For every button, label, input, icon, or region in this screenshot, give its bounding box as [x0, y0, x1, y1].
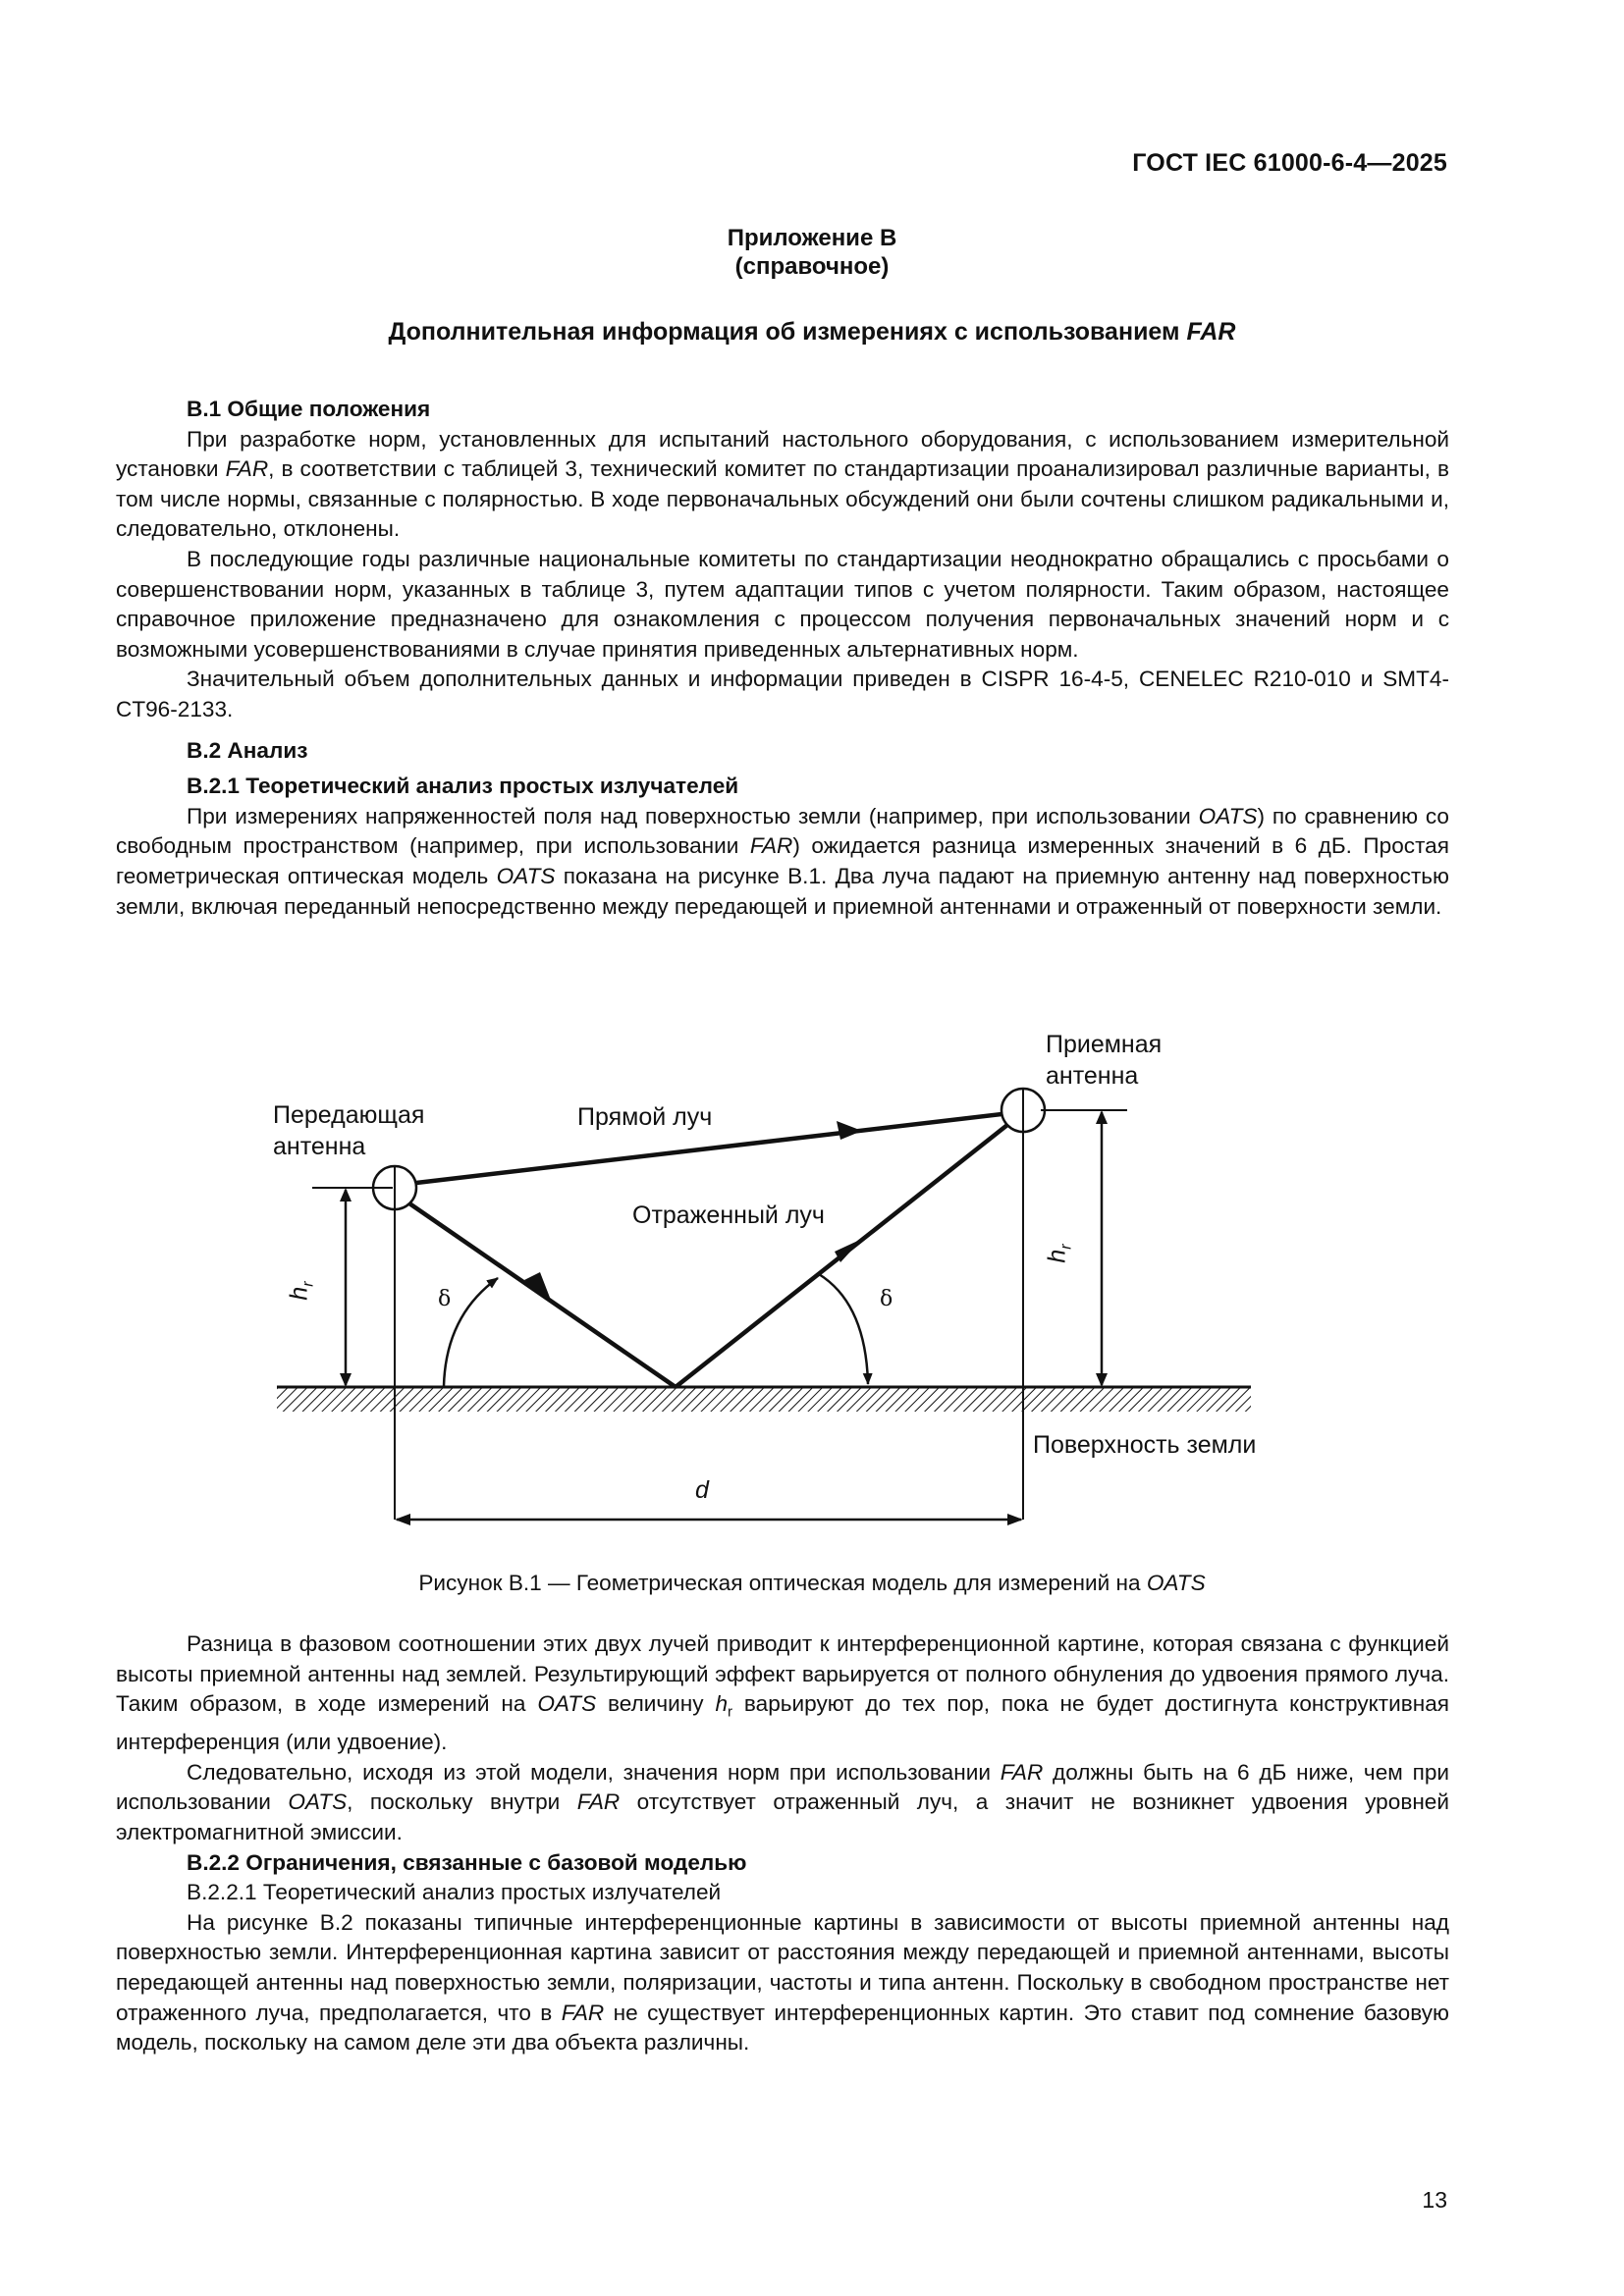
reflected-ray-label: Отраженный луч — [632, 1201, 825, 1229]
text-run: Следовательно, исходя из этой модели, значения норм при использовании — [187, 1759, 1001, 1785]
hr-right-label — [1042, 1244, 1083, 1262]
tx-label-line1: Передающая — [273, 1101, 425, 1129]
text-run-italic: OATS — [496, 863, 556, 888]
angle-arc-left — [444, 1278, 498, 1386]
hr-main: h — [1043, 1249, 1071, 1263]
section-b221-heading: В.2.2.1 Теоретический анализ простых излучателей — [187, 1880, 722, 1905]
hr-sub: r — [1057, 1244, 1075, 1250]
appendix-heading — [0, 224, 1624, 281]
text-run: При измерениях напряженностей поля над поверхностью земли (например, при использовании — [187, 803, 1199, 828]
text-run: должны быть на 6 дБ ниже, чем при использовании — [116, 1759, 1449, 1815]
receive-antenna-label — [1046, 1029, 1162, 1092]
appendix-title: Приложение В — [727, 225, 897, 251]
paragraph — [116, 1908, 1449, 2058]
paragraph — [116, 1629, 1449, 1758]
text-run: , поскольку внутри — [347, 1789, 577, 1815]
text-run: , в соответствии с таблицей 3, технический комитет по стандартизации проанализировал различные варианты, в том числе нормы, связанные с полярностью. В ходе первоначальных обсуждений они были сочтены слишком радикальными и, следовательно, отклонены. — [116, 456, 1449, 542]
paragraph — [116, 1758, 1449, 1848]
text-run-sub: r — [728, 1703, 733, 1721]
hr-sub: r — [299, 1281, 317, 1287]
hr-main: h — [285, 1286, 313, 1301]
section-b22-heading: В.2.2 Ограничения, связанные с базовой моделью — [187, 1849, 747, 1875]
text-run: Разница в фазовом соотношении этих двух лучей приводит к интерференционной картине, которая связана с функцией высоты приемной антенны над землей. Результирующий эффект варьируется от полного обнуления до удвоения прямого луча. Таким образом, в ходе измерений на — [116, 1631, 1449, 1717]
page-number: 13 — [1422, 2187, 1447, 2213]
rx-label-line2: антенна — [1046, 1062, 1139, 1090]
appendix-kind: (справочное) — [734, 253, 890, 280]
text-run-italic: FAR — [225, 456, 269, 482]
text-run: показана на рисунке В.1. Два луча падают на приемную антенну над поверхностью земли, включая переданный непосредственно между передающей и приемной антеннами и отраженный от поверхности земли. — [116, 863, 1450, 919]
section-b2-heading: В.2 Анализ — [187, 737, 308, 763]
paragraph — [116, 425, 1449, 545]
d-label: d — [695, 1476, 709, 1504]
text-run: варьируют до тех пор, пока не будет достигнута конструктивная интерференция (или удвоение). — [116, 1691, 1449, 1755]
text-run-italic: FAR — [1000, 1759, 1044, 1785]
text-run: не существует интерференционных картин. Это ставит под сомнение базовую модель, поскольку на самом деле эти два объекта различны. — [116, 2000, 1449, 2056]
angle-arc-right — [819, 1274, 868, 1384]
figure-caption — [0, 1571, 1624, 1596]
direct-ray-label: Прямой луч — [577, 1103, 713, 1131]
text-run-italic: OATS — [537, 1691, 597, 1717]
text-run: отсутствует отраженный луч, а значит не возникнет удвоения уровней электромагнитной эмиссии. — [116, 1789, 1449, 1845]
tx-label-line2: антенна — [273, 1133, 366, 1160]
text-run: величину — [596, 1691, 716, 1717]
text-run-italic: FAR — [561, 2000, 605, 2025]
caption-text: Рисунок В.1 — Геометрическая оптическая модель для измерений на — [418, 1571, 1147, 1595]
rx-label-line1: Приемная — [1046, 1031, 1163, 1058]
text-run: ) по сравнению со свободным пространством (например, при использовании — [116, 803, 1449, 859]
reflected-ray-up-arrow — [835, 1239, 862, 1262]
text-run-italic: FAR — [749, 833, 793, 859]
document-title-text: Дополнительная информация об измерениях с использованием — [388, 318, 1187, 346]
direct-ray-arrow — [837, 1121, 862, 1140]
document-title-italic: FAR — [1186, 318, 1236, 346]
text-run: ) ожидается разница измеренных значений в 6 дБ. Простая геометрическая оптическая модель — [116, 833, 1449, 888]
standard-number: ГОСТ IEC 61000-6-4—2025 — [1132, 149, 1447, 177]
text-run-italic: OATS — [1198, 803, 1258, 828]
paragraph — [116, 802, 1449, 922]
ground-label: Поверхность земли — [1033, 1431, 1257, 1459]
figure-b1 — [255, 1021, 1316, 1541]
paragraph: В последующие годы различные национальные комитеты по стандартизации неоднократно обращались с просьбами о совершенствовании норм, указанных в таблице 3, путем адаптации типов с учетом полярности. Таким образом, настоящее справочное приложение предназначено для ознакомления с процессом получения первоначальных значений норм и с возможными усовершенствованиями в случае принятия приведенных альтернативных норм. — [116, 546, 1449, 662]
section-b21-heading: В.2.1 Теоретический анализ простых излучателей — [187, 774, 739, 799]
text-run: На рисунке В.2 показаны типичные интерференционные картины в зависимости от высоты приемной антенны над поверхностью земли. Интерференционная картина зависит от расстояния между передающей и приемной антеннами, высоты передающей антенны над поверхностью земли, поляризации, частоты и типа антенн. Поскольку в свободном пространстве нет отраженного луча, предполагается, что в — [116, 1909, 1449, 2025]
text-run: При разработке норм, установленных для испытаний настольного оборудования, с использованием измерительной установки — [116, 426, 1449, 482]
hr-left-label — [284, 1281, 325, 1300]
section-b1-heading: В.1 Общие положения — [187, 397, 431, 421]
caption-italic: OATS — [1146, 1571, 1206, 1595]
text-run-italic: FAR — [576, 1789, 621, 1815]
document-title — [0, 318, 1624, 347]
text-run-italic: OATS — [288, 1789, 348, 1815]
angle-delta-left: δ — [438, 1287, 452, 1311]
text-run-italic: h — [715, 1691, 729, 1717]
section-after-figure — [116, 1629, 1449, 2058]
transmit-antenna-label — [273, 1099, 424, 1162]
angle-delta-right: δ — [880, 1287, 893, 1311]
paragraph: Значительный объем дополнительных данных и информации приведен в CISPR 16-4-5, CENELEC R210-010 и SMT4-CT96-2133. — [116, 667, 1449, 721]
section-b1 — [116, 395, 1449, 922]
ground-hatch — [277, 1387, 1251, 1412]
